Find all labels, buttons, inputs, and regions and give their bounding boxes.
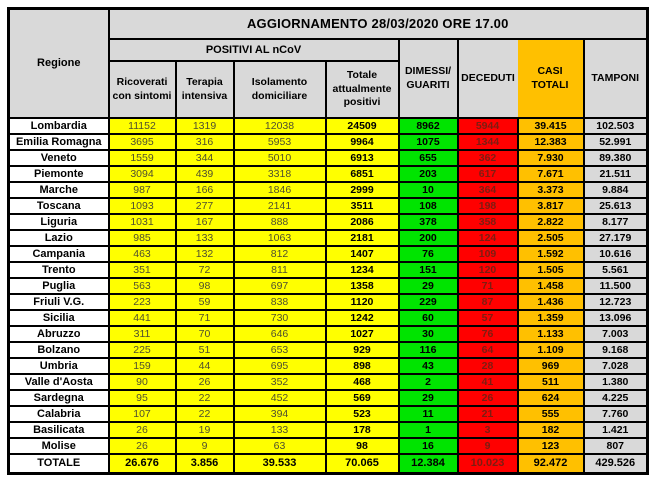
deceduti-value: 28 bbox=[458, 358, 518, 374]
terapia-intensiva-column-header: Terapia intensiva bbox=[176, 61, 234, 118]
ricoverati-value: 225 bbox=[109, 342, 176, 358]
totale-positivi-value: 2181 bbox=[326, 230, 399, 246]
tamponi-value: 52.991 bbox=[584, 134, 648, 150]
isolamento-value: 812 bbox=[234, 246, 326, 262]
region-name: Trento bbox=[9, 262, 109, 278]
totale-positivi-value: 9964 bbox=[326, 134, 399, 150]
total-row bbox=[9, 454, 648, 473]
tamponi-value: 5.561 bbox=[584, 262, 648, 278]
region-row bbox=[9, 262, 648, 278]
tamponi-value: 102.503 bbox=[584, 118, 648, 134]
region-name: Piemonte bbox=[9, 166, 109, 182]
casi-totali-value: 1.505 bbox=[518, 262, 584, 278]
dimessi-guariti-value: 378 bbox=[399, 214, 458, 230]
tamponi-value: 429.526 bbox=[584, 454, 648, 473]
casi-totali-value: 511 bbox=[518, 374, 584, 390]
isolamento-value: 811 bbox=[234, 262, 326, 278]
deceduti-value: 1344 bbox=[458, 134, 518, 150]
region-row bbox=[9, 150, 648, 166]
table-body bbox=[9, 118, 648, 473]
totale-positivi-value: 70.065 bbox=[326, 454, 399, 473]
region-name: Bolzano bbox=[9, 342, 109, 358]
dimessi-guariti-value: 76 bbox=[399, 246, 458, 262]
casi-totali-value: 12.383 bbox=[518, 134, 584, 150]
deceduti-value: 364 bbox=[458, 182, 518, 198]
terapia-intensiva-value: 1319 bbox=[176, 118, 234, 134]
casi-totali-value: 1.592 bbox=[518, 246, 584, 262]
region-name: Abruzzo bbox=[9, 326, 109, 342]
dimessi-guariti-value: 8962 bbox=[399, 118, 458, 134]
ricoverati-value: 90 bbox=[109, 374, 176, 390]
isolamento-value: 5953 bbox=[234, 134, 326, 150]
totale-positivi-value: 3511 bbox=[326, 198, 399, 214]
totale-positivi-value: 6913 bbox=[326, 150, 399, 166]
tamponi-value: 1.421 bbox=[584, 422, 648, 438]
ricoverati-value: 159 bbox=[109, 358, 176, 374]
title-row bbox=[9, 9, 648, 40]
totale-positivi-value: 24509 bbox=[326, 118, 399, 134]
region-row bbox=[9, 326, 648, 342]
dimessi-guariti-value: 60 bbox=[399, 310, 458, 326]
covid-region-table bbox=[7, 7, 649, 475]
region-name: Veneto bbox=[9, 150, 109, 166]
dimessi-guariti-value: 116 bbox=[399, 342, 458, 358]
deceduti-value: 87 bbox=[458, 294, 518, 310]
tamponi-value: 13.096 bbox=[584, 310, 648, 326]
totale-positivi-value: 569 bbox=[326, 390, 399, 406]
region-name: Sardegna bbox=[9, 390, 109, 406]
tamponi-value: 4.225 bbox=[584, 390, 648, 406]
casi-totali-value: 39.415 bbox=[518, 118, 584, 134]
casi-totali-value: 3.817 bbox=[518, 198, 584, 214]
ricoverati-value: 26 bbox=[109, 438, 176, 454]
isolamento-column-header: Isolamento domiciliare bbox=[234, 61, 326, 118]
isolamento-value: 1846 bbox=[234, 182, 326, 198]
dimessi-guariti-value: 108 bbox=[399, 198, 458, 214]
ricoverati-column-header: Ricoverati con sintomi bbox=[109, 61, 176, 118]
totale-positivi-value: 178 bbox=[326, 422, 399, 438]
region-row bbox=[9, 198, 648, 214]
totale-positivi-value: 1242 bbox=[326, 310, 399, 326]
isolamento-value: 63 bbox=[234, 438, 326, 454]
dimessi-guariti-value: 229 bbox=[399, 294, 458, 310]
totale-positivi-value: 898 bbox=[326, 358, 399, 374]
region-row bbox=[9, 214, 648, 230]
deceduti-value: 5944 bbox=[458, 118, 518, 134]
isolamento-value: 3318 bbox=[234, 166, 326, 182]
deceduti-value: 64 bbox=[458, 342, 518, 358]
region-row bbox=[9, 374, 648, 390]
tamponi-value: 25.613 bbox=[584, 198, 648, 214]
ricoverati-value: 26 bbox=[109, 422, 176, 438]
tamponi-value: 21.511 bbox=[584, 166, 648, 182]
isolamento-value: 452 bbox=[234, 390, 326, 406]
ricoverati-value: 3094 bbox=[109, 166, 176, 182]
terapia-intensiva-value: 51 bbox=[176, 342, 234, 358]
ricoverati-value: 107 bbox=[109, 406, 176, 422]
deceduti-column-header: DECEDUTI bbox=[458, 39, 518, 118]
casi-totali-value: 2.505 bbox=[518, 230, 584, 246]
terapia-intensiva-value: 44 bbox=[176, 358, 234, 374]
terapia-intensiva-value: 166 bbox=[176, 182, 234, 198]
isolamento-value: 697 bbox=[234, 278, 326, 294]
isolamento-value: 39.533 bbox=[234, 454, 326, 473]
deceduti-value: 120 bbox=[458, 262, 518, 278]
region-row bbox=[9, 134, 648, 150]
terapia-intensiva-value: 26 bbox=[176, 374, 234, 390]
casi-totali-value: 123 bbox=[518, 438, 584, 454]
deceduti-value: 358 bbox=[458, 214, 518, 230]
casi-totali-value: 1.109 bbox=[518, 342, 584, 358]
ricoverati-value: 351 bbox=[109, 262, 176, 278]
dimessi-guariti-value: 29 bbox=[399, 278, 458, 294]
region-row bbox=[9, 438, 648, 454]
casi-totali-value: 1.359 bbox=[518, 310, 584, 326]
terapia-intensiva-value: 132 bbox=[176, 246, 234, 262]
total-label: TOTALE bbox=[9, 454, 109, 473]
terapia-intensiva-value: 9 bbox=[176, 438, 234, 454]
ricoverati-value: 463 bbox=[109, 246, 176, 262]
tamponi-value: 807 bbox=[584, 438, 648, 454]
totale-positivi-value: 98 bbox=[326, 438, 399, 454]
terapia-intensiva-value: 439 bbox=[176, 166, 234, 182]
tamponi-value: 1.380 bbox=[584, 374, 648, 390]
ricoverati-value: 26.676 bbox=[109, 454, 176, 473]
dimessi-guariti-value: 16 bbox=[399, 438, 458, 454]
totale-positivi-value: 1407 bbox=[326, 246, 399, 262]
isolamento-value: 730 bbox=[234, 310, 326, 326]
dimessi-guariti-value: 655 bbox=[399, 150, 458, 166]
region-row bbox=[9, 390, 648, 406]
region-row bbox=[9, 294, 648, 310]
tamponi-value: 7.760 bbox=[584, 406, 648, 422]
terapia-intensiva-value: 167 bbox=[176, 214, 234, 230]
ricoverati-value: 223 bbox=[109, 294, 176, 310]
totale-positivi-value: 2086 bbox=[326, 214, 399, 230]
isolamento-value: 5010 bbox=[234, 150, 326, 166]
terapia-intensiva-value: 59 bbox=[176, 294, 234, 310]
dimessi-guariti-value: 200 bbox=[399, 230, 458, 246]
casi-totali-value: 7.930 bbox=[518, 150, 584, 166]
region-row bbox=[9, 230, 648, 246]
regione-column-header: Regione bbox=[9, 9, 109, 119]
region-name: Friuli V.G. bbox=[9, 294, 109, 310]
region-name: Molise bbox=[9, 438, 109, 454]
region-name: Marche bbox=[9, 182, 109, 198]
dimessi-guariti-value: 12.384 bbox=[399, 454, 458, 473]
totale-positivi-value: 523 bbox=[326, 406, 399, 422]
deceduti-value: 124 bbox=[458, 230, 518, 246]
region-row bbox=[9, 246, 648, 262]
dimessi-guariti-value: 1 bbox=[399, 422, 458, 438]
dimessi-guariti-column-header: DIMESSI/ GUARITI bbox=[399, 39, 458, 118]
terapia-intensiva-value: 277 bbox=[176, 198, 234, 214]
casi-totali-value: 3.373 bbox=[518, 182, 584, 198]
ricoverati-value: 1093 bbox=[109, 198, 176, 214]
casi-totali-value: 7.671 bbox=[518, 166, 584, 182]
terapia-intensiva-value: 71 bbox=[176, 310, 234, 326]
casi-totali-value: 182 bbox=[518, 422, 584, 438]
region-row bbox=[9, 310, 648, 326]
tamponi-value: 12.723 bbox=[584, 294, 648, 310]
isolamento-value: 394 bbox=[234, 406, 326, 422]
region-row bbox=[9, 342, 648, 358]
casi-totali-value: 1.436 bbox=[518, 294, 584, 310]
terapia-intensiva-value: 19 bbox=[176, 422, 234, 438]
tamponi-value: 9.168 bbox=[584, 342, 648, 358]
region-name: Emilia Romagna bbox=[9, 134, 109, 150]
region-name: Puglia bbox=[9, 278, 109, 294]
isolamento-value: 2141 bbox=[234, 198, 326, 214]
region-name: Valle d'Aosta bbox=[9, 374, 109, 390]
dimessi-guariti-value: 30 bbox=[399, 326, 458, 342]
totale-positivi-value: 1027 bbox=[326, 326, 399, 342]
totale-positivi-column-header: Totale attualmente positivi bbox=[326, 61, 399, 118]
tamponi-value: 10.616 bbox=[584, 246, 648, 262]
dimessi-guariti-value: 151 bbox=[399, 262, 458, 278]
positivi-group-header: POSITIVI AL nCoV bbox=[109, 39, 399, 61]
tamponi-value: 89.380 bbox=[584, 150, 648, 166]
dimessi-guariti-value: 1075 bbox=[399, 134, 458, 150]
ricoverati-value: 311 bbox=[109, 326, 176, 342]
ricoverati-value: 11152 bbox=[109, 118, 176, 134]
region-name: Calabria bbox=[9, 406, 109, 422]
tamponi-value: 7.028 bbox=[584, 358, 648, 374]
deceduti-value: 21 bbox=[458, 406, 518, 422]
isolamento-value: 888 bbox=[234, 214, 326, 230]
terapia-intensiva-value: 72 bbox=[176, 262, 234, 278]
terapia-intensiva-value: 98 bbox=[176, 278, 234, 294]
deceduti-value: 26 bbox=[458, 390, 518, 406]
region-name: Liguria bbox=[9, 214, 109, 230]
region-name: Lombardia bbox=[9, 118, 109, 134]
ricoverati-value: 441 bbox=[109, 310, 176, 326]
isolamento-value: 653 bbox=[234, 342, 326, 358]
isolamento-value: 646 bbox=[234, 326, 326, 342]
region-name: Sicilia bbox=[9, 310, 109, 326]
dimessi-guariti-value: 43 bbox=[399, 358, 458, 374]
tamponi-value: 8.177 bbox=[584, 214, 648, 230]
ricoverati-value: 1031 bbox=[109, 214, 176, 230]
terapia-intensiva-value: 316 bbox=[176, 134, 234, 150]
deceduti-value: 41 bbox=[458, 374, 518, 390]
terapia-intensiva-value: 133 bbox=[176, 230, 234, 246]
ricoverati-value: 1559 bbox=[109, 150, 176, 166]
isolamento-value: 1063 bbox=[234, 230, 326, 246]
report-title: AGGIORNAMENTO 28/03/2020 ORE 17.00 bbox=[109, 9, 648, 40]
tamponi-column-header: TAMPONI bbox=[584, 39, 648, 118]
region-name: Toscana bbox=[9, 198, 109, 214]
region-name: Campania bbox=[9, 246, 109, 262]
terapia-intensiva-value: 22 bbox=[176, 390, 234, 406]
totale-positivi-value: 929 bbox=[326, 342, 399, 358]
terapia-intensiva-value: 70 bbox=[176, 326, 234, 342]
region-row bbox=[9, 182, 648, 198]
ricoverati-value: 563 bbox=[109, 278, 176, 294]
dimessi-guariti-value: 29 bbox=[399, 390, 458, 406]
casi-totali-value: 1.133 bbox=[518, 326, 584, 342]
totale-positivi-value: 2999 bbox=[326, 182, 399, 198]
tamponi-value: 27.179 bbox=[584, 230, 648, 246]
deceduti-value: 9 bbox=[458, 438, 518, 454]
region-row bbox=[9, 422, 648, 438]
deceduti-value: 3 bbox=[458, 422, 518, 438]
casi-totali-value: 1.458 bbox=[518, 278, 584, 294]
ricoverati-value: 3695 bbox=[109, 134, 176, 150]
totale-positivi-value: 1120 bbox=[326, 294, 399, 310]
deceduti-value: 109 bbox=[458, 246, 518, 262]
isolamento-value: 352 bbox=[234, 374, 326, 390]
deceduti-value: 362 bbox=[458, 150, 518, 166]
region-row bbox=[9, 406, 648, 422]
ricoverati-value: 987 bbox=[109, 182, 176, 198]
deceduti-value: 617 bbox=[458, 166, 518, 182]
totale-positivi-value: 468 bbox=[326, 374, 399, 390]
tamponi-value: 7.003 bbox=[584, 326, 648, 342]
casi-totali-value: 624 bbox=[518, 390, 584, 406]
deceduti-value: 57 bbox=[458, 310, 518, 326]
isolamento-value: 695 bbox=[234, 358, 326, 374]
isolamento-value: 12038 bbox=[234, 118, 326, 134]
dimessi-guariti-value: 203 bbox=[399, 166, 458, 182]
region-row bbox=[9, 358, 648, 374]
tamponi-value: 11.500 bbox=[584, 278, 648, 294]
terapia-intensiva-value: 22 bbox=[176, 406, 234, 422]
casi-totali-column-header: CASI TOTALI bbox=[518, 39, 584, 118]
region-row bbox=[9, 166, 648, 182]
ricoverati-value: 95 bbox=[109, 390, 176, 406]
region-name: Basilicata bbox=[9, 422, 109, 438]
totale-positivi-value: 1234 bbox=[326, 262, 399, 278]
region-row bbox=[9, 118, 648, 134]
casi-totali-value: 555 bbox=[518, 406, 584, 422]
region-name: Umbria bbox=[9, 358, 109, 374]
dimessi-guariti-value: 10 bbox=[399, 182, 458, 198]
deceduti-value: 71 bbox=[458, 278, 518, 294]
region-name: Lazio bbox=[9, 230, 109, 246]
region-row bbox=[9, 278, 648, 294]
terapia-intensiva-value: 3.856 bbox=[176, 454, 234, 473]
deceduti-value: 10.023 bbox=[458, 454, 518, 473]
isolamento-value: 838 bbox=[234, 294, 326, 310]
deceduti-value: 76 bbox=[458, 326, 518, 342]
totale-positivi-value: 6851 bbox=[326, 166, 399, 182]
isolamento-value: 133 bbox=[234, 422, 326, 438]
casi-totali-value: 2.822 bbox=[518, 214, 584, 230]
terapia-intensiva-value: 344 bbox=[176, 150, 234, 166]
table-header bbox=[9, 9, 648, 119]
casi-totali-value: 92.472 bbox=[518, 454, 584, 473]
casi-totali-value: 969 bbox=[518, 358, 584, 374]
totale-positivi-value: 1358 bbox=[326, 278, 399, 294]
dimessi-guariti-value: 11 bbox=[399, 406, 458, 422]
dimessi-guariti-value: 2 bbox=[399, 374, 458, 390]
tamponi-value: 9.884 bbox=[584, 182, 648, 198]
ricoverati-value: 985 bbox=[109, 230, 176, 246]
deceduti-value: 198 bbox=[458, 198, 518, 214]
